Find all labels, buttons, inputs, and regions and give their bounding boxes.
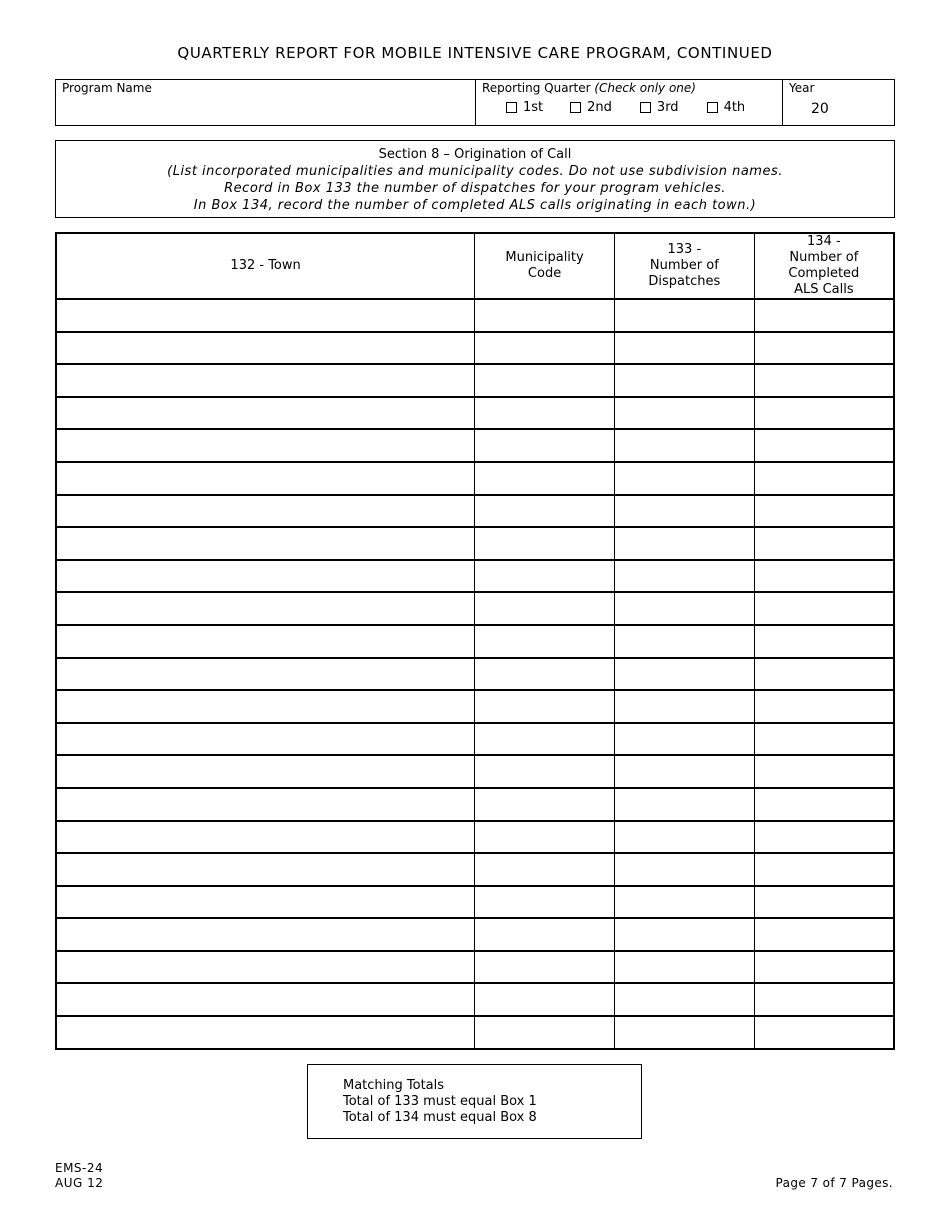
table-row [56,723,894,756]
municipality-code-cell[interactable] [475,723,615,756]
table-row [56,397,894,430]
town-cell[interactable] [56,658,475,691]
dispatches-cell[interactable] [614,658,754,691]
dispatches-cell[interactable] [614,690,754,723]
town-cell[interactable] [56,983,475,1016]
table-row [56,592,894,625]
als-calls-cell[interactable] [754,625,894,658]
instruction-line-1: (List incorporated municipalities and municipality codes. Do not use subdivision names. [167,164,783,179]
municipality-code-cell[interactable] [475,821,615,854]
municipality-code-cell[interactable] [475,397,615,430]
table-row [56,658,894,691]
town-cell[interactable] [56,527,475,560]
town-cell[interactable] [56,625,475,658]
dispatches-cell[interactable] [614,853,754,886]
town-cell[interactable] [56,1016,475,1049]
dispatches-cell[interactable] [614,1016,754,1049]
als-calls-cell[interactable] [754,364,894,397]
table-row [56,853,894,886]
dispatches-cell[interactable] [614,625,754,658]
town-cell[interactable] [56,723,475,756]
municipality-code-cell[interactable] [475,853,615,886]
municipality-code-cell[interactable] [475,462,615,495]
checkbox-icon[interactable] [707,102,718,113]
municipality-code-cell[interactable] [475,625,615,658]
checkbox-icon[interactable] [506,102,517,113]
year-prefix: 20 [811,101,829,117]
municipality-code-cell[interactable] [475,429,615,462]
year-label: Year [789,81,815,95]
dispatches-cell[interactable] [614,495,754,528]
als-calls-cell[interactable] [754,1016,894,1049]
dispatches-cell[interactable] [614,886,754,919]
als-calls-cell[interactable] [754,690,894,723]
municipality-code-cell[interactable] [475,690,615,723]
checkbox-icon[interactable] [640,102,651,113]
table-row [56,690,894,723]
origination-table [55,232,895,1050]
dispatches-cell[interactable] [614,462,754,495]
dispatches-cell[interactable] [614,332,754,365]
dispatches-cell[interactable] [614,788,754,821]
table-row [56,918,894,951]
municipality-code-cell[interactable] [475,886,615,919]
town-cell[interactable] [56,495,475,528]
table-row [56,821,894,854]
table-row [56,429,894,462]
dispatches-cell[interactable] [614,951,754,984]
town-cell[interactable] [56,690,475,723]
als-calls-cell[interactable] [754,527,894,560]
totals-line-1: Total of 133 must equal Box 1 [343,1094,537,1109]
als-calls-cell[interactable] [754,592,894,625]
checkbox-icon[interactable] [570,102,581,113]
als-calls-cell[interactable] [754,853,894,886]
totals-line-2: Total of 134 must equal Box 8 [343,1110,537,1125]
municipality-code-cell[interactable] [475,788,615,821]
table-row [56,755,894,788]
town-cell[interactable] [56,364,475,397]
town-cell[interactable] [56,755,475,788]
table-row [56,788,894,821]
municipality-code-cell[interactable] [475,527,615,560]
town-cell[interactable] [56,821,475,854]
dispatches-cell[interactable] [614,364,754,397]
totals-title: Matching Totals [343,1078,445,1093]
town-cell[interactable] [56,332,475,365]
als-calls-cell[interactable] [754,299,894,332]
dispatches-cell[interactable] [614,527,754,560]
table-row [56,332,894,365]
town-cell[interactable] [56,299,475,332]
als-calls-cell[interactable] [754,983,894,1016]
dispatches-cell[interactable] [614,429,754,462]
instruction-line-3: In Box 134, record the number of completed ALS calls originating in each town.) [193,198,757,213]
town-cell[interactable] [56,592,475,625]
table-row [56,983,894,1016]
als-calls-cell[interactable] [754,495,894,528]
town-cell[interactable] [56,951,475,984]
table-row [56,299,894,332]
municipality-code-cell[interactable] [475,560,615,593]
als-calls-cell[interactable] [754,429,894,462]
table-row [56,495,894,528]
program-name-label: Program Name [62,81,152,95]
program-name-field[interactable] [56,80,476,125]
dispatches-cell[interactable] [614,983,754,1016]
dispatches-cell[interactable] [614,755,754,788]
als-calls-cell[interactable] [754,332,894,365]
page-number: Page 7 of 7 Pages. [775,1176,893,1190]
town-cell[interactable] [56,886,475,919]
town-cell[interactable] [56,853,475,886]
reporting-quarter-label: Reporting Quarter (Check only one) [482,81,696,95]
als-calls-cell[interactable] [754,560,894,593]
town-cell[interactable] [56,788,475,821]
municipality-code-cell[interactable] [475,364,615,397]
quarter-3rd-checkbox[interactable]: 3rd [640,100,679,115]
year-field[interactable] [783,80,894,125]
dispatches-cell[interactable] [614,560,754,593]
quarter-1st-checkbox[interactable]: 1st [506,100,543,115]
municipality-code-cell[interactable] [475,918,615,951]
dispatches-cell[interactable] [614,821,754,854]
quarter-2nd-checkbox[interactable]: 2nd [570,100,612,115]
section-8-instructions [55,140,895,218]
als-calls-cell[interactable] [754,886,894,919]
dispatches-cell[interactable] [614,723,754,756]
header-box [55,79,895,126]
table-row [56,462,894,495]
municipality-code-cell[interactable] [475,658,615,691]
dispatches-cell[interactable] [614,918,754,951]
col-als-calls-header: 134 - Number of Completed ALS Calls [754,233,894,299]
municipality-code-cell[interactable] [475,332,615,365]
town-cell[interactable] [56,462,475,495]
dispatches-cell[interactable] [614,592,754,625]
municipality-code-cell[interactable] [475,755,615,788]
town-cell[interactable] [56,397,475,430]
col-municipality-code-header: Municipality Code [475,233,615,299]
dispatches-cell[interactable] [614,397,754,430]
form-id: EMS-24 AUG 12 [55,1161,104,1190]
als-calls-cell[interactable] [754,723,894,756]
municipality-code-cell[interactable] [475,983,615,1016]
als-calls-cell[interactable] [754,462,894,495]
table-row [56,560,894,593]
table-row [56,951,894,984]
als-calls-cell[interactable] [754,658,894,691]
table-row [56,527,894,560]
als-calls-cell[interactable] [754,397,894,430]
col-town-header: 132 - Town [56,233,475,299]
municipality-code-cell[interactable] [475,299,615,332]
als-calls-cell[interactable] [754,951,894,984]
table-row [56,625,894,658]
table-row [56,886,894,919]
als-calls-cell[interactable] [754,821,894,854]
municipality-code-cell[interactable] [475,1016,615,1049]
dispatches-cell[interactable] [614,299,754,332]
instruction-line-2: Record in Box 133 the number of dispatches for your program vehicles. [224,181,726,196]
als-calls-cell[interactable] [754,788,894,821]
municipality-code-cell[interactable] [475,495,615,528]
als-calls-cell[interactable] [754,918,894,951]
table-header-row [56,233,894,299]
col-dispatches-header: 133 - Number of Dispatches [614,233,754,299]
town-cell[interactable] [56,560,475,593]
matching-totals-box [307,1064,642,1139]
als-calls-cell[interactable] [754,755,894,788]
town-cell[interactable] [56,918,475,951]
table-row [56,1016,894,1049]
table-row [56,364,894,397]
town-cell[interactable] [56,429,475,462]
form-title: QUARTERLY REPORT FOR MOBILE INTENSIVE CARE PROGRAM, CONTINUED [177,44,773,62]
municipality-code-cell[interactable] [475,951,615,984]
reporting-quarter-group [476,80,783,125]
quarter-4th-checkbox[interactable]: 4th [707,100,746,115]
section-title: Section 8 – Origination of Call [378,147,572,162]
municipality-code-cell[interactable] [475,592,615,625]
